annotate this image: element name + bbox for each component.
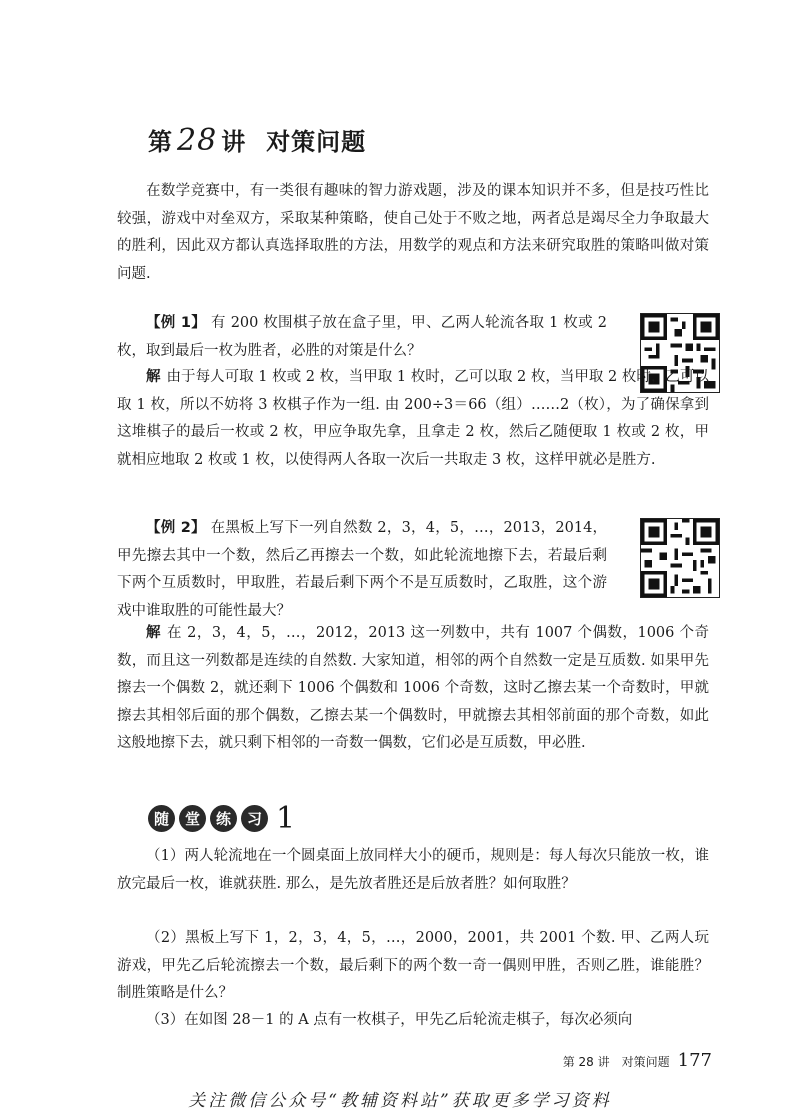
practice-badge: 练 — [210, 805, 237, 832]
title-subtitle: 对策问题 — [266, 128, 367, 156]
qr-code-icon[interactable] — [640, 518, 720, 598]
page-title — [148, 122, 366, 158]
page-number: 177 — [677, 1050, 712, 1071]
practice-heading — [148, 801, 296, 836]
practice-question-3: （3）在如图 28－1 的 A 点有一枚棋子，甲先乙后轮流走棋子，每次必须向 — [146, 1012, 633, 1028]
title-prefix: 第 — [148, 128, 173, 156]
example-1-text: 有 200 枚围棋子放在盒子里，甲、乙两人轮流各取 1 枚或 2 枚，取到最后一枚为胜者，必胜的对策是什么？ — [117, 315, 608, 359]
solution-2-text: 在 2，3，4，5，…，2012，2013 这一列数中，共有 1007 个偶数，1006 个奇数，而且这一列数都是连续的自然数. 大家知道，相邻的两个自然数一定是互质数. 如果甲先擦去一个偶数 2，就还剩下 1006 个偶数和 1006 个奇数，这时乙擦去某一个奇数时，甲就擦去其相邻后面的那个偶数，乙擦去某一个偶数时，甲就擦去其相邻前面的那个奇数，如此这般地擦下去，就只剩下相邻的一奇数一偶数，它们必是互质数，甲必胜. — [117, 625, 709, 751]
solution-1 — [117, 364, 709, 474]
intro-paragraph: 在数学竞赛中，有一类很有趣味的智力游戏题，涉及的课本知识并不多，但是技巧性比较强，游戏中对垒双方，采取某种策略，使自己处于不败之地，两者总是竭尽全力争取最大的胜利，因此双方都认真选择取胜的方法，用数学的观点和方法来研究取胜的策略叫做对策问题. — [117, 183, 709, 282]
solution-1-text: 由于每人可取 1 枚或 2 枚，当甲取 1 枚时，乙可以取 2 枚，当甲取 2 枚时，乙可以取 1 枚，所以不妨将 3 枚棋子作为一组. 由 200÷3＝66（组）……2（枚），为了确保拿到这堆棋子的最后一枚或 2 枚，甲应争取先拿，且拿走 2 枚，然后乙随便取 1 枚或 2 枚，甲就相应地取 2 枚或 1 枚，以使得两人各取一次后一共取走 3 枚，这样甲就必是胜方. — [117, 369, 710, 468]
practice-badge: 习 — [241, 805, 268, 832]
title-number: 28 — [177, 123, 218, 158]
practice-question-2: （2）黑板上写下 1，2，3，4，5，…，2000，2001，共 2001 个数. 甲、乙两人玩游戏，甲先乙后轮流擦去一个数，最后剩下的两个数一奇一偶则甲胜，否则乙胜，谁能胜？制胜策略是什么？ — [117, 930, 709, 1001]
example-2-label: 【例 2】 — [146, 520, 206, 536]
example-2 — [117, 515, 607, 625]
solution-2 — [117, 620, 709, 758]
example-1-label: 【例 1】 — [146, 315, 207, 331]
practice-badge: 随 — [148, 805, 175, 832]
practice-number: 1 — [276, 801, 296, 836]
example-1 — [117, 310, 607, 365]
solution-1-label: 解 — [146, 369, 161, 385]
title-suffix: 讲 — [221, 128, 247, 156]
practice-badge: 堂 — [179, 805, 206, 832]
footer-chapter: 第 28 讲 对策问题 — [562, 1055, 670, 1069]
page-footer — [563, 1050, 712, 1071]
example-2-text: 在黑板上写下一列自然数 2，3，4，5，…，2013，2014，甲先擦去其中一个数，然后乙再擦去一个数，如此轮流地擦下去，若最后剩下两个互质数时，甲取胜，若最后剩下两个不是互质数时，乙取胜，这个游戏中谁取胜的可能性最大？ — [117, 520, 608, 619]
practice-question-1: （1）两人轮流地在一个圆桌面上放同样大小的硬币，规则是：每人每次只能放一枚，谁放完最后一枚，谁就获胜. 那么，是先放者胜还是后放者胜？如何取胜？ — [117, 848, 709, 892]
solution-2-label: 解 — [146, 625, 161, 641]
watermark: 关注微信公众号“教辅资料站”获取更多学习资料 — [188, 1091, 612, 1111]
